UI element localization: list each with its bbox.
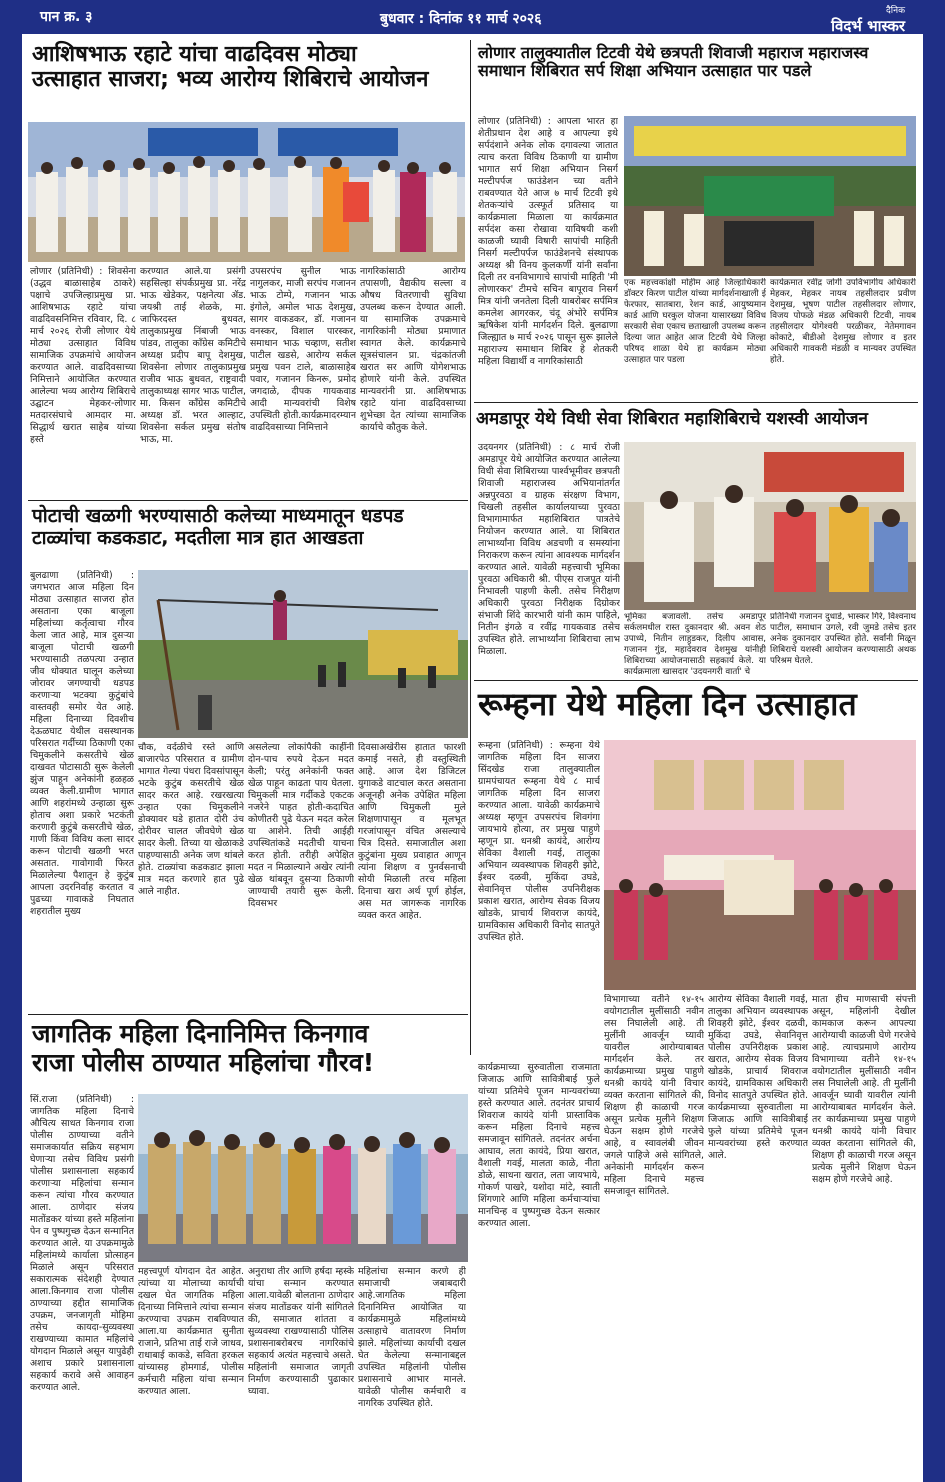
a4-photo (138, 570, 468, 738)
a5-photo (604, 740, 916, 990)
a6-headline-line2: राजा पोलीस ठाण्यात महिलांचा गौरव! (32, 1047, 375, 1077)
a5-headline: रूम्हना येथे महिला दिन उत्साहात (478, 685, 857, 723)
a4-col4: दिवसाअखेरीस हातात फारशी कमाई नसते, ही वस्तुस्थिती आहे. आज देश डिजिटल युगाकडे वाटचाल करत असताना अजूनही अनेक उपेक्षित महिला आणि चिमुकली मुले शिक्षणापासून व मूलभूत गरजांपासून वंचित असल्याचे चित्र दिसते. समाजातील अशा कुटुंबांना मुख्य प्रवाहात आणून त्यांना शिक्षण व पुनर्वसनाची सोयी मिळाली तरच महिला दिनाचा खरा अर्थ पूर्ण होईल, अस मत जागरूक नागरिक व्यक्त करत आहेत. (358, 742, 466, 921)
brand-prefix: दैनिक (885, 6, 905, 16)
a6-photo (138, 1094, 468, 1262)
a4-headline (32, 506, 466, 550)
a6-col2: महत्त्वपूर्ण योगदान देत आहेत. त्यांच्या या मोलाच्या कार्याची दखल घेत जागतिक महिला दिनाच्या निमित्ताने त्यांचा सन्मान करण्याचा उपक्रम राबविण्यात आला.या कार्यक्रमात सुनीता राजाने, प्रतिभा ताई राजे जाधव, राधाबाई काकडे, सविता हरकल यांच्यासह होमगार्ड, पोलीस कर्मचारी महिला यांचा सन्मान करण्यात आला. (138, 1266, 244, 1397)
a1-headline-line2: उत्साहात साजरा; भव्य आरोग्य शिबिराचे आयोजन (32, 67, 429, 93)
a1-col4: नागरिकांसाठी आरोग्य तपासणी, वैद्यकीय सल्ला व औषध वितरणाची सुविधा उपलब्ध करून देण्यात आली. या सामाजिक उपक्रमाचे नागरिकांनी मोठ्या प्रमाणात स्वागत केले. कार्यक्रमाचे सूत्रसंचालन प्रा. चंद्रकांतजी खरात सर आणि योगेशभाऊ होणारे यांनी केले. उपस्थित मान्यवरांनी प्रा. आशिषभाऊ रहाटे यांना वाढदिवसाच्या शुभेच्छा देत त्यांच्या सामाजिक कार्याचे कौतुक केले. (360, 266, 466, 433)
a4-col3: असलेल्या लोकांपैकी काहींनी दोन-पाच रुपये देऊन मदत केली; परंतु अनेकांनी फक्त खेळ पाहून काढता पाय घेतला. चिमुकली मात्र गर्दीकडे एकटक नजरेने पाहत होती-कदाचित कोणीतरी पुढे येऊन मदत करेल या आशेने. तिची आईही उपस्थितांकडे मदतीची याचना करत होती. तरीही अपेक्षित मदत न मिळाल्याने अखेर त्यांनी खेळ थांबवून दुसऱ्या ठिकाणी जाण्याची तयारी सुरू केली. दिवसभर (248, 742, 354, 909)
right-margin-bar (923, 34, 945, 1482)
a1-col3: उपसरपंच सुनील भाऊ नागुलकर, माजी सरपंच गजानन भाऊ टोम्पे, गजानन भाऊ इंगोले, अमोल भाऊ देशमुख, सागर वाकडकर, डॉ. गजानन वनस्कर, विशाल पारस्कर, समाधान भाऊ चव्हाण, सतीश पाटील खडसे, आरोग्य सर्कल प्रमुख पवन टाले, बाळासाहेब पवार, गजानन किनरू, प्रमोद जगदाळे, दीपक गायकवाड आदी मान्यवरांची विशेष उपस्थिती होती.कार्यक्रमादरम्यान वाढदिवसाच्या निमित्ताने (250, 266, 356, 433)
left-margin-bar (0, 34, 22, 1482)
a6-headline (32, 1020, 466, 1078)
a2-headline-line1: लोणार तालुक्यातील टिटवी येथे छत्रपती शिवाजी महाराज महाराजस्व (478, 43, 869, 62)
a2-headline-line2: समाधान शिबिरात सर्प शिक्षा अभियान उत्साहात पार पडले (478, 61, 812, 81)
a2-col1: लोणार (प्रतिनिधी) : आपला भारत हा शेतीप्रधान देश आहे व आपल्या इथे सर्पदंशाने अनेक लोक दगावल्या जातात त्याच करता विविध ठिकाणी या ग्रामीण भागात सर्प शिक्षा अभियान निसर्ग मल्टीपर्पज फाउंडेशन च्या वतीने राबवण्यात येते आज ७ मार्च टिटवी इथे शेतकऱ्यांचे उत्स्फूर्त प्रतिसाद या कार्यक्रमाला मिळाला या कार्यक्रमात सर्पदंश कसा रोखावा याविषयी कशी काळजी घ्यावी विषारी सापांची माहिती निसर्ग मल्टीपर्पज फाउंडेशनचे संस्थापक अध्यक्ष श्री विनय कुलकर्णी यांनी सर्वांना दिली तर वनविभागाचे सापांची माहिती 'मी लोणारकर' टीमचे सचिन बापूराव निसर्ग मित्र यांनी जनतेला दिली याबरोबर सर्पमित्र कमलेश आगरकर, चंदू अंभोरे सर्पमित्र ऋषिकेश यांनी मार्गदर्शन दिले. बुलढाणा जिल्ह्यात ७ मार्च २०२६ पासून सुरू झालेले महाराज्य समाधान शिबिर हे शेतकरी महिला विद्यार्थी व नागरिकांसाठी (478, 116, 618, 367)
a3-caption1: भूमिका बजावली. तसेच अमडापूर सर्कलमधील रास्त दुकानदार श्री. अवन शेठ उपाध्ये, नितीन लाहुडकर, दिलीप आवास, गजानन गुंड, महादेवराव देशमुख यांनीही शिबिराच्या आयोजनासाठी सहकार्य केले. या कार्यक्रमाला खासदार 'उदयनगरी वार्ता' चे (624, 612, 766, 676)
a5-col3: विभागाच्या वतीने १४-१५ वयोगटातील मुलींसाठी नवीन लस निघालेली आहे. ती मुलींनी आवर्जून घ्यावी यावरील आरोग्याबाबत मार्गदर्शन केले. तर कार्यक्रमाच्या प्रमुख पाहुणे धनश्री कायंदे यांनी विचार व्यक्त करताना सांगितले की, शिक्षण ही काळाची गरज असून प्रत्येक मुलीने शिक्षण घेऊन सक्षम होणे गरजेचे आहे, व स्वावलंबी जीवन जगले पाहिजे असे सांगितले, अनेकांनी मार्गदर्शन करून महिला दिनाचे महत्त्व समजावून सांगितले. (604, 994, 704, 1197)
a2-headline (478, 44, 918, 81)
a3-col1: उदयनगर (प्रतिनिधी) : ८ मार्च रोजी अमडापूर येथे आयोजित करण्यात आलेल्या विधी सेवा शिबिराच्या पार्श्वभूमीवर छत्रपती शिवाजी महाराजस्व अभियानांतर्गत अन्नपुरवठा व ग्राहक संरक्षण विभाग, चिखली तहसील कार्यालयाच्या पुरवठा विभागामार्फत महाशिबिरात पात्रतेचे नियोजन करण्यात आले. या शिबिरात लाभार्थ्यांना विविध अडचणी व समस्यांना निराकरण करून त्यांना आवश्यक मार्गदर्शन करण्यात आले. यावेळी महत्त्वाची भूमिका पुरवठा अधिकारी श्री. पीएस राजपूत यांनी निभावली पाहणी केली. तसेच निरीक्षण अधिकारी पुरवठा निरीक्षक दिग्रोकर संभाजी शिंदे कारभारी यांनी काम पाहिले, नितीन इंगळे व रवींद्र गायकवाड तसेच उपस्थित होते. लाभार्थ्यांना शिबिराचा लाभ मिळाला. (478, 442, 620, 657)
a2-photo (624, 116, 916, 276)
a5-col2: कार्यक्रमाच्या सुरुवातीला राजमाता जिजाऊ आणि सावित्रीबाई फुले यांच्या प्रतिमेचे पूजन मान्यवरांच्या हस्ते करण्यात आले. तदनंतर प्राचार्य शिवराज कायंदे यांनी प्रास्ताविक करून महिला दिनाचे महत्त्व समजावून सांगितले. तदनंतर अर्चना आघाव, लता कायंदे, प्रिया खरात, वैशाली गवई, मालता काळे, नीता डोळे, साधना खरात, लता जायभाये, गोकर्ण पाखरे, यशोदा मांटे, स्वाती शिंगणारे आणि महिला कर्मचाऱ्यांचा मानचिन्ह व पुष्पगुच्छ देऊन सत्कार करण्यात आला. (478, 1062, 600, 1229)
a3-bottom-rule (474, 680, 918, 681)
rumhana-womens-day-photo (604, 740, 916, 990)
a5-col1: रूम्हना (प्रतिनिधी) : रूम्हना येथे जागतिक महिला दिन साजरा सिंदखेड राजा तालुक्यातील ग्रामपंचायत रूम्हना येथे ८ मार्च जागतिक महिला दिन साजरा करण्यात आला. यावेळी कार्यक्रमाचे अध्यक्ष म्हणून उपसरपंच शिवगंगा जायभाये होत्या, तर प्रमुख पाहुणे म्हणून प्रा. धनश्री कायंदे, आरोग्य सेविका वैशाली गवई, तालुका अभियान व्यवस्थापक शिवहरी झोटे, ईश्वर दळवी, मुकिंदा उघडे, सेवानिवृत्त पोलीस उपनिरीक्षक प्रकाश खरात, आरोग्य सेवक विजय खोडके, प्राचार्य शिवराज कायंदे, ग्रामविकास अधिकारी विनोद सातपुते उपस्थित होते. (478, 740, 600, 943)
titvi-camp-photo (624, 116, 916, 276)
a6-col3: अनुराधा तीर आणि हर्षदा म्हस्के यांचा सन्मान करण्यात आला.यावेळी बोलताना ठाणेदार संजय मातोंडकर यांनी सांगितले की, समाजात शांतता व सुव्यवस्था राखण्यासाठी पोलिस प्रशासनाबरोबरच नागरिकांचे सहकार्य अत्यंत महत्त्वाचे असते. महिलांनी समाजात जागृती निर्माण करण्यासाठी पुढाकार घ्यावा. (248, 1266, 354, 1397)
a6-col1: सिं.राजा (प्रतिनिधी) : जागतिक महिला दिनाचे औचित्य साधत किनगाव राजा पोलीस ठाण्याच्या वतीने समाजकार्यात सक्रिय सहभाग घेणाऱ्या तसेच विविध प्रसंगी पोलीस प्रशासनाला सहकार्य करणाऱ्या महिलांचा सन्मान करून त्यांचा गौरव करण्यात आला. ठाणेदार संजय मातोंडकर यांच्या हस्ते महिलांना पेन व पुष्पगुच्छ देऊन सन्मानित करण्यात आले. या उपक्रमामुळे महिलांमध्ये कार्याला प्रोत्साहन मिळाले असून परिसरात सकारात्मक संदेशही देण्यात आला.किनगाव राजा पोलीस ठाण्याच्या हद्दीत सामाजिक उपक्रम, जनजागृती मोहिमा तसेच कायदा-सुव्यवस्था राखण्याच्या कामात महिलांचे योगदान मिळाले असून यापुढेही अशाच प्रकारे प्रशासनाला सहकार्य करावे असे आवाहन करण्यात आले. (30, 1094, 134, 1393)
a5-col4: आरोग्य सेविका वैशाली गवई, तालुका अभियान व्यवस्थापक शिवहरी झोटे, ईश्वर दळवी, मुकिंदा उघडे, सेवानिवृत्त पोलीस उपनिरीक्षक प्रकाश खरात, आरोग्य सेवक विजय खोडके, प्राचार्य शिवराज कायंदे, ग्रामविकास अधिकारी विनोद सातपुते उपस्थित होते. कार्यक्रमाच्या सुरुवातीला मा जिजाऊ आणि सावित्रीबाई फुले यांच्या प्रतिमेचे पूजन मान्यवरांच्या हस्ते करण्यात आले. (708, 994, 808, 1161)
column-divider (470, 40, 471, 1055)
a1-headline-line1: आशिषभाऊ रहाटे यांचा वाढदिवस मोठ्या (32, 42, 357, 67)
a4-headline-line1: पोटाची खळगी भरण्यासाठी कलेच्या माध्यमातून धडपड (32, 505, 404, 527)
a3-photo (624, 442, 916, 610)
a1-col2: करण्यात आले.या प्रसंगी सहसिल्हा संपर्कप्रमुख प्रा. नरेंद्र भाऊ खेडेकर, पक्षनेत्या ॲड. जयश्री ताई शेळके, मा. जाफिरदस्त बुधवत, तालुकाप्रमुख निंबाजी भाऊ पांडव, तालुका काँग्रेस कमिटीचे अध्यक्ष प्रदीप बापू देशमुख, शिवसेना लोणार तालुकाप्रमुख राजीव भाऊ बुधवत, राष्ट्रवादी तालुकाध्यक्ष सागर भाऊ पाटील, मा. किसन काँग्रेस कमिटीचे अध्यक्ष डॉ. भरत आल्हाट, शिवसेना सर्कल प्रमुख संतोष भाऊ, मा. (140, 266, 246, 445)
street-acrobat-girl-photo (138, 570, 468, 738)
a1-photo (28, 122, 465, 262)
kingaon-police-station-photo (138, 1094, 468, 1262)
a1-headline (32, 42, 462, 93)
a6-col4: महिलांचा सन्मान करणे ही समाजाची जबाबदारी आहे.जागतिक महिला दिनानिमित्त आयोजित या कार्यक्रमामुळे महिलांमध्ये उत्साहाचे वातावरण निर्माण झाले. महिलांच्या कार्याची दखल घेत केलेल्या सन्मानाबद्दल उपस्थित महिलांनी पोलीस प्रशासनाचे आभार मानले. यावेळी पोलीस कर्मचारी व नागरिक उपस्थित होते. (358, 1266, 466, 1409)
a6-headline-line1: जागतिक महिला दिनानिमित्त किनगाव (32, 1019, 369, 1048)
a4-bottom-rule (28, 1014, 468, 1015)
amdapur-legal-camp-photo (624, 442, 916, 610)
a5-col5: माता हीच माणसाची संपत्ती असून, महिलांनी देखील कामकाज करून आपल्या आरोग्याची काळजी घेणे गरजेचे आहे. त्याचप्रमाणे आरोग्य विभागाच्या वतीने १४-१५ वयोगटातील मुलींसाठी नवीन लस निघालेली आहे. ती मुलींनी आवर्जून घ्यावी यावरील त्यांनी आरोग्याबाबत मार्गदर्शन केले. तर कार्यक्रमाच्या प्रमुख पाहुणे धनश्री कायंदे यांनी विचार व्यक्त करताना सांगितले की, शिक्षण ही काळाची गरज असून प्रत्येक मुलीने शिक्षण घेऊन सक्षम होणे गरजेचे आहे. (812, 994, 916, 1185)
brand-name: विदर्भ भास्कर (831, 17, 905, 35)
a4-headline-line2: टाळ्यांचा कडकडाट, मदतीला मात्र हात आखडता (32, 526, 364, 549)
a4-col2: चौक, वर्दळीचे रस्ते आणि बाजारपेठ परिसरात व ग्रामीण भागात गेल्या पंधरा दिवसांपासून भटके कुटुंब कसरतीचे खेळ सादर करत आहे. रखरखत्या उन्हात एका चिमुकलीने डोक्यावर घडे हातात दोरी उंच दोरीवर चालत जीवघेणे खेळ सादर केली. तिच्या या खेळाकडे पाहण्यासाठी अनेक जण थांबले होते. टाळ्यांचा कडकडाट झाला मात्र मदत करणारे हात पुढे आले नाहीत. (138, 742, 244, 897)
a1-bottom-rule (28, 500, 468, 501)
a3-caption2: प्रतिनिधी गजानन दुधाडे, भास्कर गिरे, विश्वनाथ पाटील, समाधान उगले, रवी जुमडे तसेच इतर अनेक दुकानदार उपस्थित होते. सर्वांनी मिळून शिबिराचे यशस्वी आयोजन करण्यासाठी अथक परिश्रम घेतले. (770, 612, 916, 666)
page-number: पान क्र. ३ (40, 9, 93, 25)
a2-caption1: एक महत्त्वकांक्षी मोहीम आहे जिल्हाधिकारी डॉक्टर किरण पाटील यांच्या मार्गदर्शनाखाली ई फेरफार, सातबारा, रेशन कार्ड, आयुष्यमान कार्ड आणि घरकुल योजना यासारख्या विविध सरकारी सेवा एकाच छताखाली उपलब्ध करून दिल्या जात आहेत आज टिटवी येथे जिल्हा परिषद शाळा येथे हा कार्यक्रम मोठ्या उत्साहात पार पडला (624, 278, 766, 365)
a1-col1: लोणार (प्रतिनिधी) : शिवसेना (उद्धव बाळासाहेब ठाकरे) पक्षाचे उपजिल्हाप्रमुख प्रा. आशिषभाऊ रहाटे यांचा वाढदिवसनिमित्त रविवार, दि. ८ मार्च २०२६ रोजी लोणार येथे मोठ्या उत्साहात विविध सामाजिक उपक्रमांचे आयोजन करण्यात आले. वाढदिवसाच्या निमित्ताने आयोजित करण्यात आलेल्या भव्य आरोग्य शिबिराचे उद्घाटन मेहकर-लोणार मतदारसंघाचे आमदार मा. सिद्धार्थ खरात साहेब यांच्या हस्ते (30, 266, 136, 445)
a4-col1: बुलढाणा (प्रतिनिधी) : जगभरात आज महिला दिन मोठ्या उत्साहात साजरा होत असताना एका बाजूला महिलांच्या कर्तृत्वाचा गौरव केला जात आहे, मात्र दुसऱ्या बाजूला पोटाची खळगी भरण्यासाठी तळपत्या उन्हात जीव धोक्यात घालून कलेच्या जोरावर जगण्याची धडपड करणाऱ्या भटक्या कुटुंबांचे वास्तवही समोर येत आहे. महिला दिनाच्या दिवशीच देऊळघाट येथील वसस्थानक परिसरात गर्दीच्या ठिकाणी एका चिमुकलीने कसरतीचे खेळ दाखवत पोटासाठी सुरू केलेली झुंज पाहून अनेकांनी हळहळ व्यक्त केली.ग्रामीण भागात आणि शहरांमध्ये उन्हाळा सुरू होताच अशा प्रकारे भटकंती करणारी कुटुंबे कसरतीचे खेळ, गाणी किंवा विविध कला सादर करून पोटाची खळगी भरत असतात. गावोगावी फिरत मिळालेल्या पैशातून हे कुटुंब आपला उदरनिर्वाह करतात व पुढच्या गावाकडे निघतात शहरातील मुख्य (30, 570, 134, 917)
a2-caption2: कार्यक्रमात रवींद्र जोगी उपविभागीय अधिकारी मेहकर, मेहकर नायब तहसीलदार प्रवीण देशमुख, भूषण पाटील तहसीलदार लोणार, विजय पोफळे मंडळ अधिकारी टिटवी, नायब तहसीलदार योगेश्वरी परळीकर, नेतेमगावन कोकाटे, बीडीओ देशमुख लोणार व इतर अधिकारी गावकरी मंडळी व मान्यवर उपस्थित होते. (770, 278, 916, 365)
issue-date: बुधवार : दिनांक ११ मार्च २०२६ (380, 11, 542, 27)
birthday-felicitation-photo (28, 122, 465, 262)
a3-headline: अमडापूर येथे विधी सेवा शिबिरात महाशिबिराचे यशस्वी आयोजन (476, 409, 868, 429)
brand (831, 3, 905, 36)
a2-bottom-rule (474, 402, 918, 403)
masthead (0, 0, 945, 34)
